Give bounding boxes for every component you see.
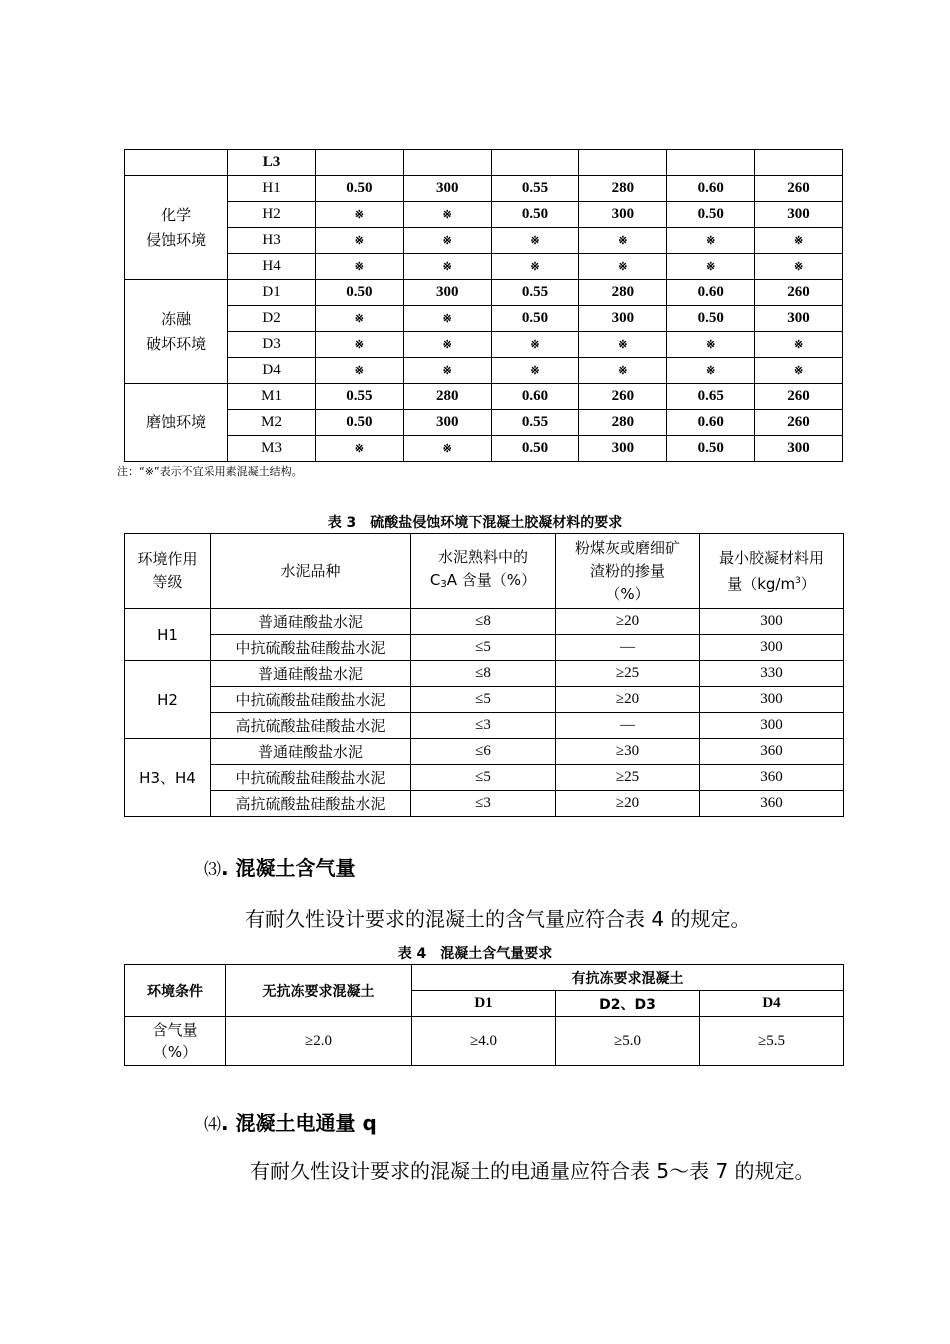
row-code: M3 — [228, 436, 316, 462]
cell-cement: 普通硅酸盐水泥 — [211, 661, 411, 687]
row-code: D4 — [228, 358, 316, 384]
table-cell: ※ — [579, 358, 667, 384]
environment-group-label: 磨蚀环境 — [125, 384, 228, 462]
table-cell: 0.50 — [491, 306, 579, 332]
table-cell: 0.55 — [491, 176, 579, 202]
table-row — [125, 176, 843, 202]
cell-c3a: ≤5 — [411, 687, 556, 713]
cell-min: 330 — [700, 661, 844, 687]
table-row — [125, 228, 843, 254]
row-label-air-content: 含气量 （%） — [125, 1017, 226, 1066]
table-cell: ※ — [315, 228, 403, 254]
table-cell: ※ — [755, 254, 843, 280]
row-code: H4 — [228, 254, 316, 280]
sulfate-binder-table — [124, 533, 844, 817]
table-cell: 300 — [579, 306, 667, 332]
table-cell: 260 — [755, 280, 843, 306]
table-cell: ※ — [315, 332, 403, 358]
cell-cement: 中抗硫酸盐硅酸盐水泥 — [211, 765, 411, 791]
cell-min: 300 — [700, 687, 844, 713]
cell-ash: ≥30 — [556, 739, 700, 765]
table-cell: 0.50 — [315, 410, 403, 436]
row-code: D2 — [228, 306, 316, 332]
row-code: H3 — [228, 228, 316, 254]
cell-c3a: ≤6 — [411, 739, 556, 765]
table-row — [125, 609, 844, 635]
table-header-row — [125, 965, 844, 991]
row-code: D1 — [228, 280, 316, 306]
table-cell: ※ — [403, 306, 491, 332]
table-cell: ※ — [491, 254, 579, 280]
cell-cement: 普通硅酸盐水泥 — [211, 609, 411, 635]
table-cell: 0.65 — [667, 384, 755, 410]
cell-c3a: ≤8 — [411, 609, 556, 635]
table-cell: ※ — [491, 228, 579, 254]
cell-c3a: ≤3 — [411, 791, 556, 817]
table-cell: ※ — [403, 436, 491, 462]
table-cell: 0.55 — [315, 384, 403, 410]
table-cell — [125, 150, 228, 176]
table-cell: 300 — [403, 280, 491, 306]
cell-d2-d3: ≥5.0 — [556, 1017, 700, 1066]
row-code: L3 — [228, 150, 316, 176]
section-paragraph: 有耐久性设计要求的混凝土的电通量应符合表 5～表 7 的规定。 — [250, 1159, 815, 1183]
table-row — [125, 635, 844, 661]
table-row — [125, 687, 844, 713]
table-cell: 280 — [579, 280, 667, 306]
table-cell: 260 — [755, 410, 843, 436]
cell-c3a: ≤5 — [411, 765, 556, 791]
table-cell: 0.50 — [491, 436, 579, 462]
cell-ash: ≥25 — [556, 765, 700, 791]
cell-cement: 高抗硫酸盐硅酸盐水泥 — [211, 713, 411, 739]
table-cell: 0.55 — [491, 410, 579, 436]
header-cement: 水泥品种 — [211, 534, 411, 609]
table-row — [125, 280, 843, 306]
table-cell: ※ — [403, 254, 491, 280]
cell-no-frost: ≥2.0 — [226, 1017, 412, 1066]
table-cell: 280 — [579, 410, 667, 436]
table-cell — [491, 150, 579, 176]
table-cell: 260 — [755, 176, 843, 202]
table-row — [125, 765, 844, 791]
cell-min: 300 — [700, 609, 844, 635]
table-cell: 0.60 — [667, 280, 755, 306]
table-row — [125, 306, 843, 332]
environment-group-label: 化学 侵蚀环境 — [125, 176, 228, 280]
table-cell: ※ — [315, 436, 403, 462]
cell-c3a: ≤3 — [411, 713, 556, 739]
table-cell: 0.55 — [491, 280, 579, 306]
cell-min: 360 — [700, 765, 844, 791]
table-cell: ※ — [315, 306, 403, 332]
cell-cement: 中抗硫酸盐硅酸盐水泥 — [211, 635, 411, 661]
table-cell — [403, 150, 491, 176]
cell-cement: 中抗硫酸盐硅酸盐水泥 — [211, 687, 411, 713]
header-min-binder: 最小胶凝材料用 量$(kg/m^3)$ — [700, 534, 844, 609]
header-env: 环境条件 — [125, 965, 226, 1017]
table-cell: ※ — [403, 358, 491, 384]
table-cell: ※ — [579, 332, 667, 358]
table-cell: 0.60 — [491, 384, 579, 410]
table-cell — [755, 150, 843, 176]
table-cell: 0.50 — [667, 202, 755, 228]
table-row — [125, 791, 844, 817]
durability-table — [124, 149, 843, 462]
cell-c3a: ≤8 — [411, 661, 556, 687]
table-cell: ※ — [315, 202, 403, 228]
table-cell: ※ — [579, 228, 667, 254]
table-cell: 0.50 — [315, 176, 403, 202]
header-grade: 环境作用 等级 — [125, 534, 211, 609]
table-cell: ※ — [667, 254, 755, 280]
table-cell: ※ — [315, 254, 403, 280]
table-row — [125, 661, 844, 687]
cell-cement: 高抗硫酸盐硅酸盐水泥 — [211, 791, 411, 817]
table-cell — [667, 150, 755, 176]
table-cell: ※ — [403, 332, 491, 358]
table-row — [125, 436, 843, 462]
cell-cement: 普通硅酸盐水泥 — [211, 739, 411, 765]
section-heading-air-content: ⑶. 混凝土含气量 — [204, 856, 356, 880]
table-cell: ※ — [755, 228, 843, 254]
header-d1: D1 — [412, 991, 556, 1017]
table4-caption: 表 4 混凝土含气量要求 — [397, 946, 553, 962]
header-d2-d3: D2、D3 — [556, 991, 700, 1017]
table-cell: ※ — [667, 358, 755, 384]
row-code: D3 — [228, 332, 316, 358]
row-code: M1 — [228, 384, 316, 410]
cell-min: 300 — [700, 713, 844, 739]
cell-d4: ≥5.5 — [700, 1017, 844, 1066]
header-d4: D4 — [700, 991, 844, 1017]
table-row — [125, 713, 844, 739]
table-cell: ※ — [491, 358, 579, 384]
table-cell: 260 — [579, 384, 667, 410]
header-frost: 有抗冻要求混凝土 — [412, 965, 844, 991]
table-cell: ※ — [491, 332, 579, 358]
table-header-row — [125, 534, 844, 609]
table-cell: 300 — [579, 436, 667, 462]
table-row — [125, 332, 843, 358]
table-cell: 300 — [403, 176, 491, 202]
table-row — [125, 150, 843, 176]
grade-label: H1 — [125, 609, 211, 661]
table-cell: ※ — [667, 332, 755, 358]
table-cell: 0.60 — [667, 176, 755, 202]
row-code: M2 — [228, 410, 316, 436]
table-cell: ※ — [403, 202, 491, 228]
cell-ash: ≥20 — [556, 791, 700, 817]
table-cell: 300 — [403, 410, 491, 436]
table-row — [125, 410, 843, 436]
table-cell: ※ — [755, 332, 843, 358]
cell-ash: ≥25 — [556, 661, 700, 687]
grade-label: H3、H4 — [125, 739, 211, 817]
row-code: H1 — [228, 176, 316, 202]
section-paragraph: 有耐久性设计要求的混凝土的含气量应符合表 4 的规定。 — [245, 907, 751, 931]
table-cell: ※ — [579, 254, 667, 280]
cell-ash: ≥20 — [556, 687, 700, 713]
cell-min: 300 — [700, 635, 844, 661]
table-cell: 0.50 — [315, 280, 403, 306]
table-row — [125, 1017, 844, 1066]
table-cell: ※ — [755, 358, 843, 384]
table-cell: 0.50 — [491, 202, 579, 228]
header-c3a: 水泥熟料中的 $C_3A$ 含量（%） — [411, 534, 556, 609]
table-note: 注：“※”表示不宜采用素混凝土结构。 — [117, 465, 303, 478]
table-cell: 260 — [755, 384, 843, 410]
cell-ash: ≥20 — [556, 609, 700, 635]
air-content-table — [124, 964, 844, 1066]
table-cell — [579, 150, 667, 176]
table-cell: ※ — [667, 228, 755, 254]
table-cell: 300 — [755, 202, 843, 228]
table-cell: 280 — [579, 176, 667, 202]
table-row — [125, 202, 843, 228]
cell-d1: ≥4.0 — [412, 1017, 556, 1066]
table-row — [125, 384, 843, 410]
table-cell: 280 — [403, 384, 491, 410]
cell-min: 360 — [700, 791, 844, 817]
table3-caption: 表 3 硫酸盐侵蚀环境下混凝土胶凝材料的要求 — [327, 515, 623, 531]
table-row — [125, 358, 843, 384]
table-cell: 300 — [755, 436, 843, 462]
header-ash: 粉煤灰或磨细矿 渣粉的掺量 （%） — [556, 534, 700, 609]
section-heading-electric-flux: ⑷. 混凝土电通量 q — [204, 1111, 377, 1135]
cell-ash: — — [556, 635, 700, 661]
grade-label: H2 — [125, 661, 211, 739]
cell-min: 360 — [700, 739, 844, 765]
table-cell: 0.50 — [667, 306, 755, 332]
table-cell: ※ — [403, 228, 491, 254]
table-cell: 0.50 — [667, 436, 755, 462]
environment-group-label: 冻融 破坏环境 — [125, 280, 228, 384]
table-cell: 0.60 — [667, 410, 755, 436]
table-row — [125, 254, 843, 280]
table-cell: 300 — [755, 306, 843, 332]
cell-ash: — — [556, 713, 700, 739]
table-cell: ※ — [315, 358, 403, 384]
header-no-frost: 无抗冻要求混凝土 — [226, 965, 412, 1017]
table-row — [125, 739, 844, 765]
table-cell — [315, 150, 403, 176]
table-cell: 300 — [579, 202, 667, 228]
row-code: H2 — [228, 202, 316, 228]
cell-c3a: ≤5 — [411, 635, 556, 661]
